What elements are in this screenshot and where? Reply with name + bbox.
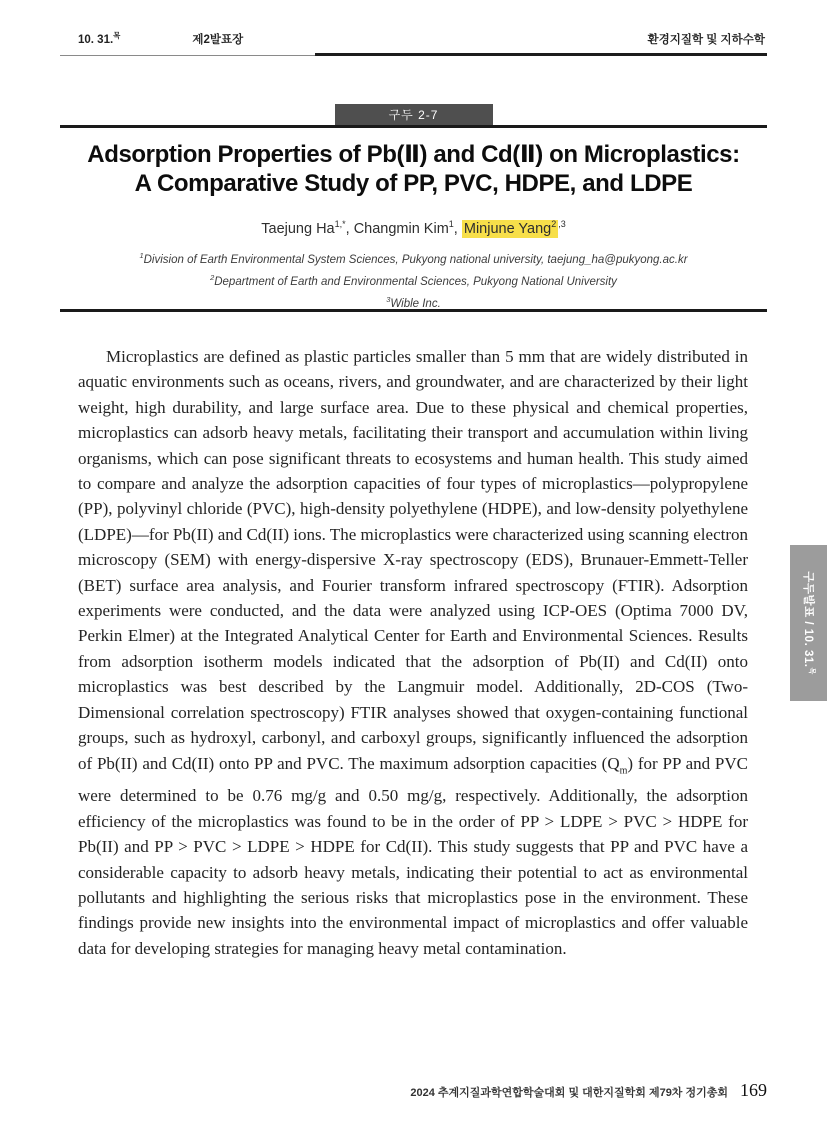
paper-title-line2: A Comparative Study of PP, PVC, HDPE, and LDPE: [134, 170, 693, 197]
affiliation-1-superscript: 1: [139, 251, 144, 260]
header-rule: [60, 53, 767, 56]
presentation-number-badge: 구두 2-7: [335, 104, 493, 126]
abstract-body-part2: ) for PP and PVC were determined to be 0.76 mg/g and 0.50 mg/g, respectively. Additionally, the adsorption efficiency of the microplastics was found to be in the order of PP > LDPE > PVC > HDPE for Pb(II) and PP > PVC > LDPE > HDPE for Cd(II). This study suggests that PP and PVC have a considerable capacity to adsorb heavy metals, indicating their potential to act as environmental pollutants and highlighting the serious risks that microplastics pose in the environment. These findings provide new insights into the environmental impact of microplastics and offer valuable data for developing strategies for managing heavy metal contamination.: [78, 753, 748, 958]
page-header: [60, 30, 767, 56]
abstract-body: [78, 344, 748, 961]
page-number: 169: [740, 1080, 767, 1100]
affiliation-2-text: Department of Earth and Environmental Sciences, Pukyong National University: [214, 275, 617, 288]
author-3-highlighted: [462, 220, 558, 238]
section-divider-bottom: [60, 309, 767, 312]
affiliation-3-text: Wible Inc.: [390, 297, 441, 310]
abstract-body-part1: Microplastics are defined as plastic particles smaller than 5 mm that are widely distributed in aquatic environments such as oceans, rivers, and groundwater, and are characterized by their light weight, high durability, and large surface area. Due to these physical and chemical properties, microplastics can adsorb heavy metals, facilitating their transport and accumulation within living organisms, which can pose significant threats to ecosystems and human health. This study aimed to compare and analyze the adsorption capacities of four types of microplastics—polypropylene (PP), polyvinyl chloride (PVC), high-density polyethylene (HDPE), and low-density polyethylene (LDPE)—for Pb(II) and Cd(II) ions. The microplastics were characterized using scanning electron microscopy (SEM) with energy-dispersive X-ray spectroscopy (EDS), Brunauer-Emmett-Teller (BET) surface area analysis, and Fourier transform infrared spectroscopy (FTIR). Adsorption experiments were conducted, and the data were analyzed using ICP-OES (Optima 7000 DV, Perkin Elmer) at the Integrated Analytical Center for Earth and Environmental Sciences. Results from adsorption isotherm models indicated that the adsorption of Pb(II) and Cd(II) onto microplastics was best described by the Langmuir model. Additionally, 2D-COS (Two-Dimensional correlation spectroscopy) FTIR analyses showed that oxygen-containing functional groups, such as hydroxyl, carbonyl, and carboxyl groups, significantly influenced the adsorption of Pb(II) and Cd(II) onto PP and PVC. The maximum adsorption capacities (Q: [78, 347, 749, 773]
affiliation-line-1: [60, 247, 767, 269]
page-header-row: [60, 30, 767, 53]
affiliation-1-text: Division of Earth Environmental System Sciences, Pukyong national university, taejung_ha@pukyong.ac.kr: [143, 253, 688, 266]
author-3-name: Minjune Yang: [463, 220, 552, 237]
author-1-name: Taejung Ha: [261, 220, 335, 237]
side-tab-day-superscript: 목: [807, 667, 815, 675]
author-3-superscript-after: ,3: [558, 219, 566, 229]
badge-row: [60, 104, 767, 126]
author-separator: ,: [453, 220, 462, 237]
page-footer: [60, 1080, 767, 1101]
affiliation-line-2: [60, 269, 767, 291]
footer-conference-name: 2024 추계지질과학연합학술대회 및 대한지질학회 제79차 정기총회: [410, 1087, 728, 1099]
side-tab-label: [801, 571, 817, 674]
affiliation-3-superscript: 3: [386, 294, 391, 304]
header-rule-thick-segment: [315, 53, 767, 56]
authors-line: [60, 219, 767, 237]
author-3-superscript: 2: [551, 219, 557, 229]
side-tab-label-text: 구두발표 / 10. 31.: [801, 571, 814, 668]
header-date: [78, 30, 120, 46]
author-2: [354, 221, 454, 237]
section-divider-top: [60, 125, 767, 128]
author-2-name: Changmin Kim: [353, 220, 449, 237]
qm-subscript: m: [619, 764, 628, 776]
side-tab: [790, 545, 827, 701]
author-2-superscript: 1: [448, 219, 454, 229]
author-1: [261, 221, 345, 237]
paper-title-line1: Adsorption Properties of Pb(Ⅱ) and Cd(Ⅱ) on Microplastics:: [87, 141, 740, 168]
header-date-day-superscript: 목: [113, 31, 121, 40]
header-date-text: 10. 31.: [78, 33, 114, 46]
header-rule-thin-segment: [60, 53, 315, 56]
header-track-label: 환경지질학 및 지하수학: [647, 33, 765, 46]
affiliation-2-superscript: 2: [210, 272, 215, 282]
author-separator: ,: [345, 220, 354, 237]
author-1-superscript: 1,*: [334, 219, 346, 229]
paper-title: [60, 140, 767, 198]
affiliations-block: [60, 247, 767, 312]
header-session-label: 제2발표장: [192, 33, 244, 46]
